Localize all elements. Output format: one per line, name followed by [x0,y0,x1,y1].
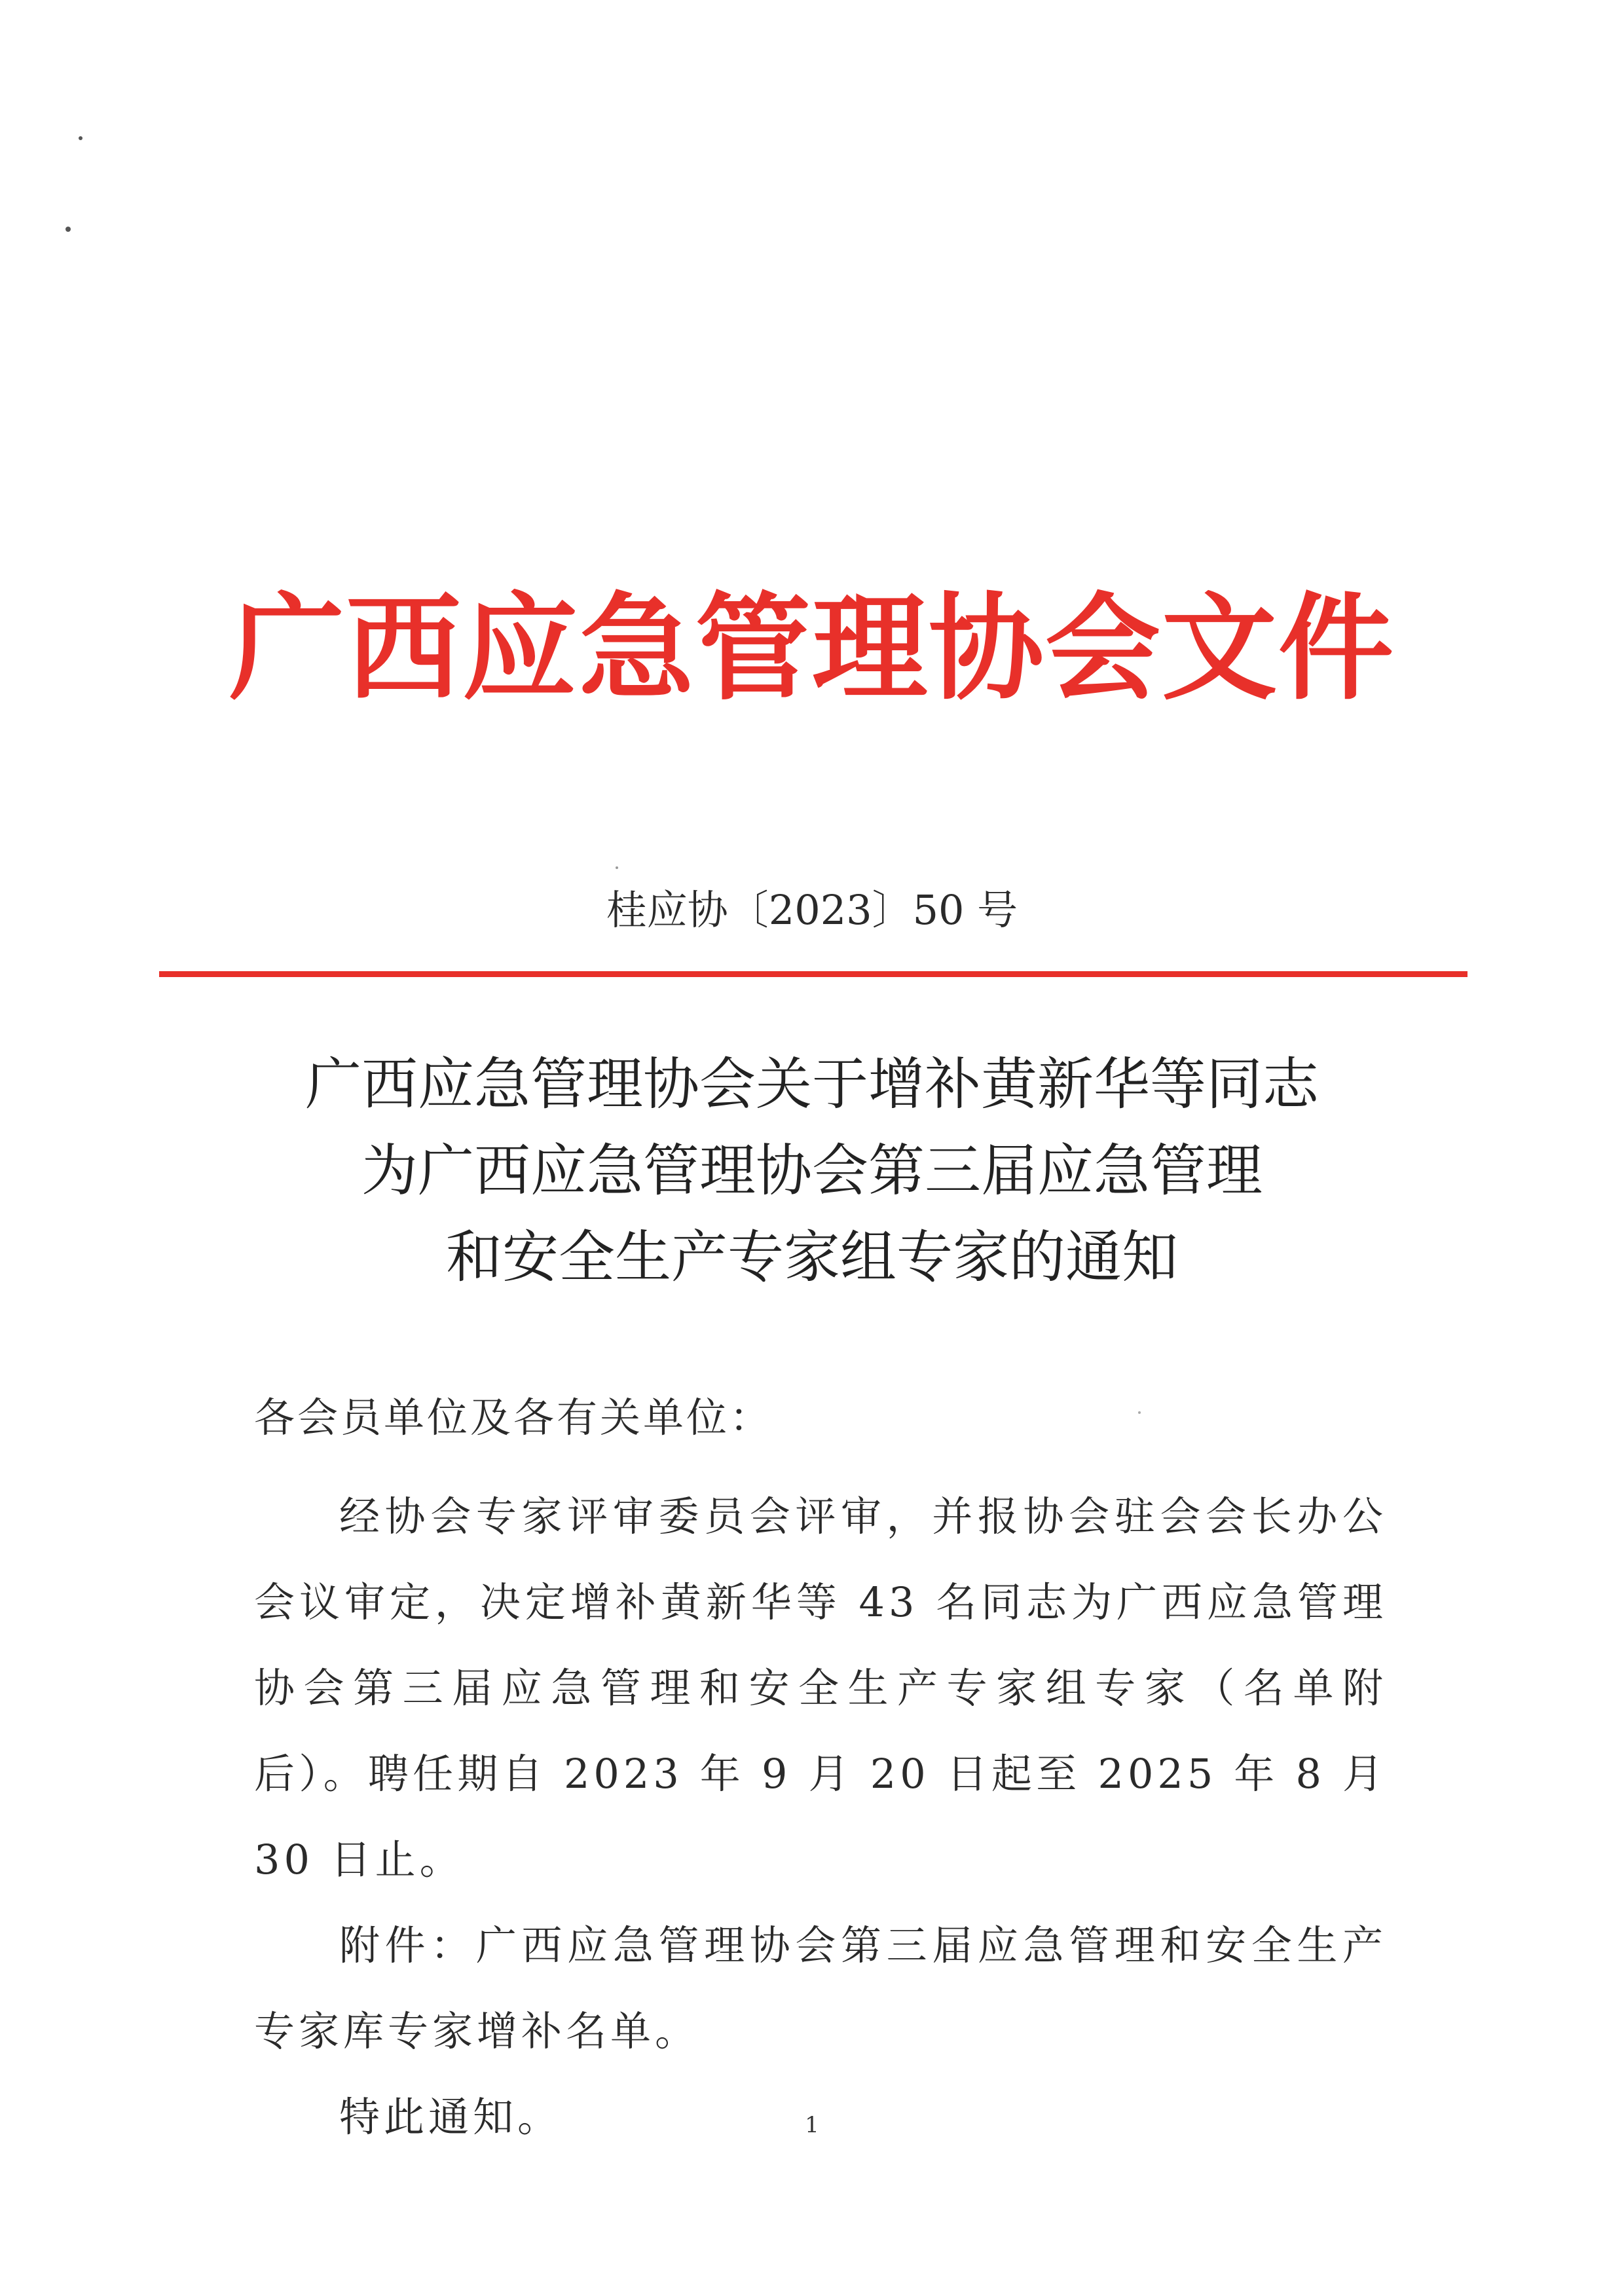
title-line-3: 和安全生产专家组专家的通知 [446,1225,1178,1290]
body-paragraph-closing: 特此通知。 [339,2093,563,2141]
salutation: 各会员单位及各有关单位： [254,1394,773,1441]
body-paragraph-attachment: 附件：广西应急管理协会第三届应急管理和安全生产专家库专家增补名单。 [254,1921,1387,2055]
title-line-1: 广西应急管理协会关于增补黄新华等同志 [305,1052,1319,1117]
document-number: 桂应协〔2023〕50 号 [606,886,1018,934]
title-line-2: 为广西应急管理协会第三届应急管理 [361,1138,1263,1204]
document-title [0,1041,1624,1301]
red-separator-line [159,971,1467,977]
body-paragraph-main: 经协会专家评审委员会评审，并报协会驻会会长办公会议审定，决定增补黄新华等 43 名同志为广西应急管理协会第三届应急管理和安全生产专家组专家（名单附后）。聘任期自 2023 年 9 月 20 日起至 2025 年 8 月 30 日止。 [254,1492,1387,1883]
scan-speck [65,227,71,232]
scan-speck [616,866,618,869]
scan-speck [79,136,83,140]
document-masthead: 广西应急管理协会文件 [229,580,1395,716]
scan-speck [1138,1411,1141,1414]
document-body [254,1473,1387,2160]
page-number: 1 [805,2112,819,2138]
